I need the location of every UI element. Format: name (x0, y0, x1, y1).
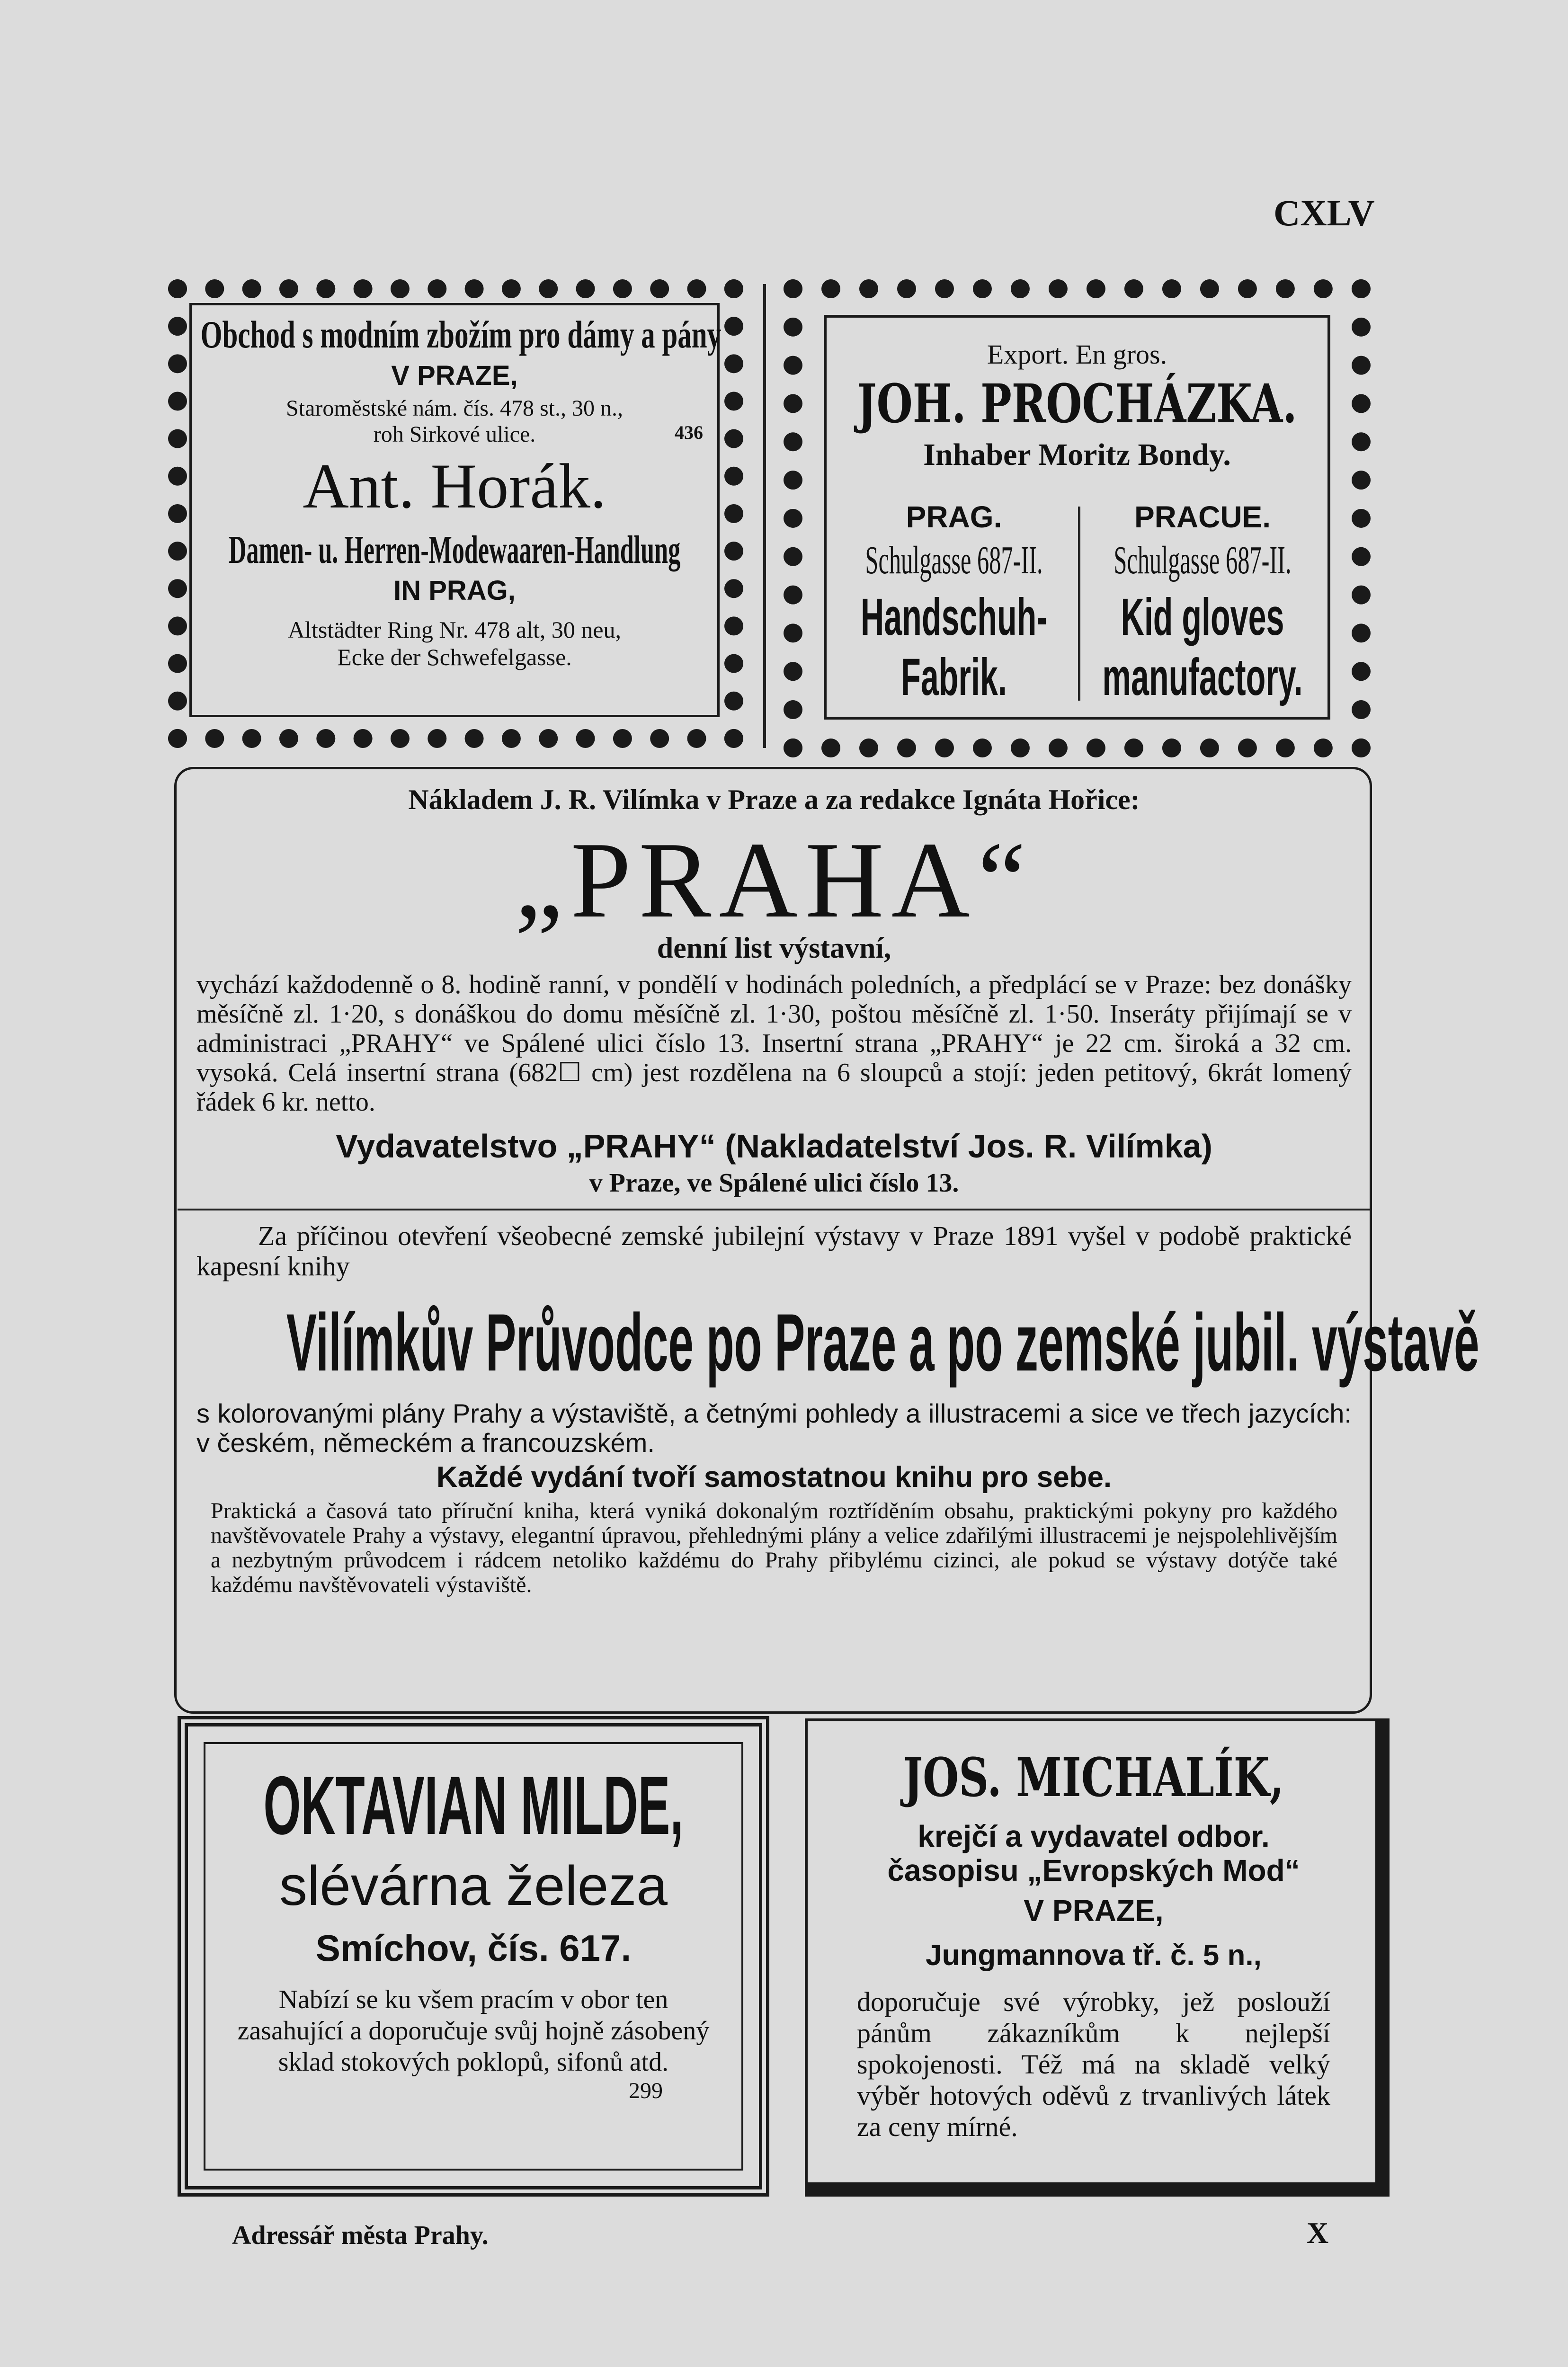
ad-michalik-text: doporučuje své výrobky, jež poslouží pánům zákazníkům k nejlepší spokojenosti. Též má na skladě velký výběr hotových oděvů z trvanlivých látek za ceny mírné. (857, 1986, 1330, 2142)
ad-horak-line8: Ecke der Schwefelgasse. (337, 644, 572, 670)
ad-praha-guide-title: Vilímkův Průvodce po Praze a po zemské jubil. výstavě (286, 1297, 1479, 1388)
ad-milde-text: Nabízí se ku všem pracím v obor ten zasahující a doporučuje svůj hojně zásobený sklad stokových poklopů, sifonů atd. (237, 1985, 710, 2077)
ad-praha-p2: Za příčinou otevření všeobecné zemské jubilejní výstavy v Praze 1891 vyšel v podobě praktické kapesní knihy (196, 1220, 1352, 1281)
ad-horak-ref: 436 (675, 422, 703, 443)
ad-prochazka-owner: Inhaber Moritz Bondy. (923, 437, 1231, 472)
ad-milde-ref: 299 (629, 2078, 663, 2103)
ad-michalik-line2: V PRAZE, (1024, 1894, 1164, 1928)
ad-praha-subtitle: denní list výstavní, (657, 932, 891, 964)
ad-prochazka (833, 338, 1321, 473)
ad-horak-name: Ant. Horák. (303, 451, 606, 522)
ad-praha-address: v Praze, ve Spálené ulici číslo 13. (589, 1168, 959, 1198)
ad-milde-address: Smíchov, čís. 617. (315, 1927, 632, 1969)
ad-milde (213, 1761, 734, 2104)
ad-michalik-name: JOS. MICHALÍK, (903, 1747, 1284, 1809)
top-divider (763, 284, 766, 748)
ad-praha-p3: s kolorovanými plány Prahy a výstaviště, a četnými pohledy a illustracemi a sice ve třech jazycích: v českém, německém a francouzském. (196, 1398, 1352, 1458)
ad-praha (196, 783, 1479, 1597)
ad-prochazka-left-city: PRAG. (906, 500, 1002, 534)
ad-milde-name: OKTAVIAN MILDE, (263, 1760, 684, 1852)
ad-praha-p1: vychází každodenně o 8. hodině ranní, v pondělí v hodinách poledních, a předplácí se v Praze: bez donášky měsíčně zl. 1·20, s donáškou do domu měsíčně zl. 1·30, poštou měsíčně zl. 1·50. Inseráty přijímají se v administraci „PRAHY“ ve Spálené ulici číslo 13. Insertní strana „PRAHY“ je 22 cm. široká a 32 cm. vysoká. Celá insertní strana (682☐ cm) jest rozdělena na 6 sloupců a stojí: jeden petitový, 6krát lomený řádek 6 kr. netto. (196, 970, 1352, 1117)
ad-prochazka-left-product1: Handschuh- (860, 588, 1048, 646)
ad-horak (196, 312, 722, 671)
ad-prochazka-right-product2: manufactory. (1102, 648, 1303, 706)
ad-michalik-line1: krejčí a vydavatel odbor. časopisu „Evropských Mod“ (887, 1819, 1300, 1887)
ad-prochazka-left-product2: Fabrik. (901, 648, 1007, 706)
footer-right: X (1307, 2216, 1329, 2250)
ad-michalik-line3: Jungmannova tř. č. 5 n., (926, 1939, 1262, 1972)
ad-praha-title: „PRAHA“ (515, 819, 1033, 940)
ad-prochazka-right-city: PRACUE. (1134, 500, 1271, 534)
ad-praha-p4: Každé vydání tvoří samostatnou knihu pro sebe. (436, 1461, 1112, 1494)
ad-horak-line6: IN PRAG, (393, 575, 516, 606)
ad-prochazka-line1: Export. En gros. (987, 339, 1167, 370)
ad-milde-trade: slévárna železa (279, 1855, 668, 1917)
ad-praha-rule (178, 1209, 1371, 1210)
ad-horak-line5: Damen- u. Herren-Modewaaren-Handlung (228, 528, 681, 572)
page-number: CXLV (1274, 192, 1375, 233)
ad-praha-guide-title-wrap (196, 1296, 1479, 1389)
ad-prochazka-right-street: Schulgasse 687-II. (1114, 538, 1292, 582)
ad-prochazka-right-product1: Kid gloves (1121, 588, 1284, 646)
ad-praha-header: Nákladem J. R. Vilímka v Praze a za redakce Ignáta Hořice: (408, 784, 1140, 815)
ad-prochazka-left (833, 499, 1075, 707)
ad-horak-line2: V PRAZE, (391, 360, 518, 391)
ad-horak-line3: Staroměstské nám. čís. 478 st., 30 n., (286, 396, 623, 421)
ad-prochazka-name: JOH. PROCHÁZKA. (857, 373, 1297, 435)
ad-prochazka-right (1082, 499, 1323, 707)
ad-horak-line4: roh Sirkové ulice. (373, 422, 536, 447)
ad-praha-p5: Praktická a časová tato příruční kniha, která vyniká dokonalým roztříděním obsahu, praktickými pokyny pro každého navštěvovatele Prahy a výstavy, elegantní úpravou, přehlednými plány a velice zdařilými illustracemi je nejspolehlivějším a nezbytným průvodcem i rádcem netoliko každému do Prahy přibylému cizinci, ale pokud se výstavy dotýče také každému navštěvovateli výstaviště. (211, 1498, 1337, 1597)
footer-left: Adressář města Prahy. (232, 2221, 489, 2250)
ad-praha-publisher: Vydavatelstvo „PRAHY“ (Nakladatelství Jos. R. Vilímka) (336, 1128, 1212, 1165)
ad-prochazka-left-street: Schulgasse 687-II. (865, 538, 1043, 582)
ad-horak-line1: Obchod s modním zbožím pro dámy a pány (200, 313, 722, 356)
ad-horak-line7: Altstädter Ring Nr. 478 alt, 30 neu, (287, 616, 622, 643)
ad-michalik (819, 1747, 1368, 2143)
